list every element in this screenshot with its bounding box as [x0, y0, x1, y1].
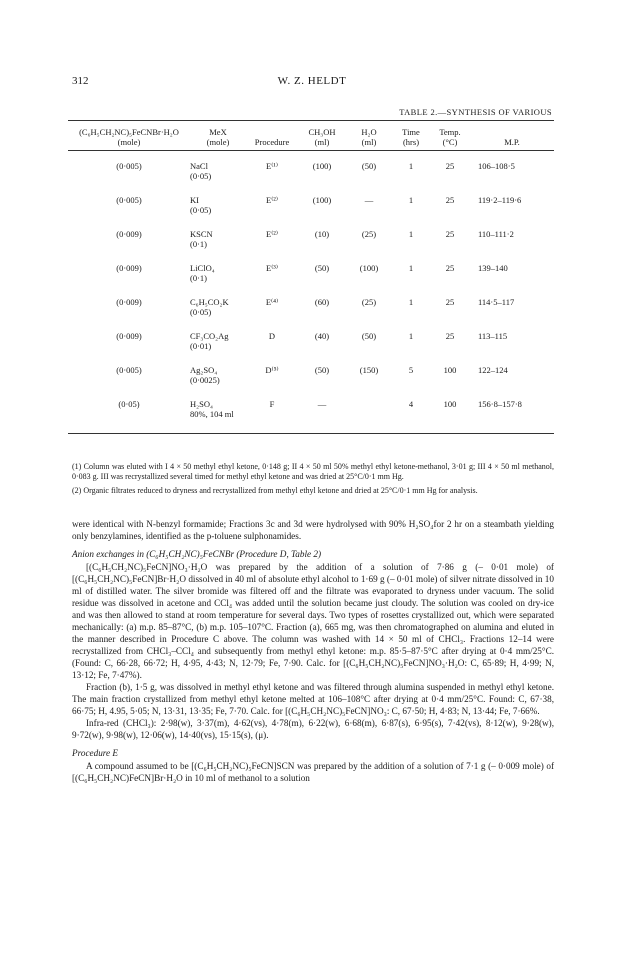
table-cell: (50) [314, 365, 330, 375]
table-cell: H₂SO₄ 80%, 104 ml [190, 399, 234, 419]
table-row [68, 297, 554, 331]
table-cell: 25 [445, 331, 455, 341]
synthesis-table [68, 120, 554, 434]
table-cell: 5 [408, 365, 414, 375]
table-cell: F [269, 399, 275, 409]
table-cell: 122–124 [478, 365, 508, 375]
table-cell: (150) [359, 365, 379, 375]
table-cell: (0·005) [116, 195, 142, 205]
table-cell: 25 [445, 297, 455, 307]
table-row [68, 331, 554, 365]
paragraph: were identical with N-benzyl formamide; Fractions 3c and 3d were hydrolysed with 90% H₂SO₄for 2 hr on a steambath yielding only benzylamines, identified as the p-toluene sulphonamides. [72, 519, 554, 541]
col-header: M.P. [504, 137, 520, 147]
table-cell: (50) [361, 331, 377, 341]
table-cell: 100 [443, 399, 457, 409]
table-cell: LiClO₄ (0·1) [190, 263, 215, 283]
table-cell: Ag₂SO₄ (0·0025) [190, 365, 220, 385]
paragraph: Fraction (b), 1·5 g, was dissolved in methyl ethyl ketone and was filtered through alumina suspended in methyl ethyl ketone. The main fraction crystallized from methyl ethyl ketone melted at 106–108°C after drying at 0·4 mm/25°C. Found: C, 67·38, 66·75; H, 4.95, 5·05; N, 13·31, 13·35; Fe, 7·70. Calc. for [(C₆H₅CH₂NC)₅FeCN]NO₃: C, 67·50; H, 4·83; N, 13·44; Fe, 7·66%. [72, 682, 554, 716]
table-cell: (100) [312, 195, 332, 205]
col-header: CH₃OH (ml) [308, 127, 336, 147]
table-cell: NaCl (0·05) [190, 161, 212, 181]
table-cell: D [268, 331, 276, 341]
table-cell: E⁽¹⁾ [266, 161, 278, 171]
table-cell: — [364, 195, 374, 205]
table-cell: (0·005) [116, 161, 142, 171]
table-cell: 100 [443, 365, 457, 375]
col-header: MeX (mole) [206, 127, 230, 147]
table-cell: 25 [445, 161, 455, 171]
table-cell: 25 [445, 263, 455, 273]
table-cell: (25) [361, 297, 377, 307]
table-bottom-rule [68, 433, 554, 434]
table-cell: C₆H₅CO₂K (0·05) [190, 297, 229, 317]
table-cell: (60) [314, 297, 330, 307]
running-head: W. Z. HELDT [277, 75, 347, 87]
table-cell: 1 [408, 161, 414, 171]
table-cell: KSCN (0·1) [190, 229, 213, 249]
table-cell: 139–140 [478, 263, 508, 273]
table-cell: CF₃CO₂Ag (0·01) [190, 331, 229, 351]
table-cell: (0·009) [116, 263, 142, 273]
table-cell: 113–115 [478, 331, 508, 341]
table-cell: 1 [408, 229, 414, 239]
col-header: Procedure [254, 137, 290, 147]
table-cell: 114·5–117 [478, 297, 515, 307]
table-cell: E⁽²⁾ [266, 195, 278, 205]
table-cell: 25 [445, 195, 455, 205]
table-row [68, 151, 554, 196]
footnote: (2) Organic filtrates reduced to dryness and recrystallized from methyl ethyl ketone and dried at 25°C/0·1 mm Hg for analysis. [72, 486, 478, 495]
table-cell: (10) [314, 229, 330, 239]
page-number: 312 [72, 75, 89, 87]
col-header: (C₆H₅CH₂NC)₅FeCNBr·H₂O (mole) [79, 127, 179, 147]
table-cell: (0·009) [116, 229, 142, 239]
body-text [72, 518, 554, 784]
table-row [68, 195, 554, 229]
table-row [68, 263, 554, 297]
table-cell: E⁽³⁾ [266, 263, 278, 273]
table-cell: 1 [408, 263, 414, 273]
paragraph: A compound assumed to be [(C₆H₅CH₂NC)₅FeCN]SCN was prepared by the addition of a solution of 7·1 g (– 0·009 mole) of [(C₆H₅CH₂NC)FeCN]Br·H₂O in 10 ml of methanol to a solution [72, 761, 554, 783]
table-cell: E⁽²⁾ [266, 229, 278, 239]
section-heading: Procedure E [72, 748, 119, 758]
table-cell: D⁽⁵⁾ [265, 365, 279, 375]
paragraph: Infra-red (CHCl₃): 2·98(w), 3·37(m), 4·62(vs), 4·78(m), 6·22(w), 6·68(m), 6·87(s), 6·95(s), 7·42(vs), 8·12(w), 9·28(w), 9·72(w), 9·98(w), 12·06(w), 14·40(vs), 15·15(s), (μ). [72, 718, 554, 740]
table-cell: (25) [361, 229, 377, 239]
table-cell: (50) [314, 263, 330, 273]
table-cell: 1 [408, 331, 414, 341]
footnote: (1) Column was eluted with I 4 × 50 methyl ethyl ketone, 0·148 g; II 4 × 50 ml 50% methyl ethyl ketone-methanol, 3·01 g; III 4 × 50 ml methanol, 0·083 g. III was recrystallized several timed for methyl ethyl ketone and was dried at 25°C/0·1 mm Hg. [72, 462, 554, 481]
table-cell: (50) [361, 161, 377, 171]
table-cell: 119·2–119·6 [478, 195, 522, 205]
table-cell: 1 [408, 195, 414, 205]
col-header: Time (hrs) [402, 127, 420, 147]
table-header-row [68, 121, 554, 151]
table-row [68, 365, 554, 399]
table-cell: 1 [408, 297, 414, 307]
table-cell: 4 [408, 399, 414, 409]
table-cell: (0·009) [116, 297, 142, 307]
table-cell: 110–111·2 [478, 229, 514, 239]
table-cell: (100) [312, 161, 332, 171]
table-cell: (100) [359, 263, 379, 273]
paragraph: [(C₆H₅CH₂NC)₅FeCN]NO₃·H₂O was prepared by the addition of a solution of 7·86 g (– 0·01 mole) of [(C₆H₅CH₂NC)₅FeCN]Br·H₂O dissolved in 40 ml of absolute ethyl alcohol to 1·69 g (– 0·01 mole) of silver nitrate dissolved in 10 ml of distilled water. The silver bromide was filtered off and the filtrate was evaporated to dryness under vacuum. The solid residue was dissolved in acetone and CCl₄ was added until the solution became just cloudy. The solution was cooled on dry-ice and was then allowed to stand at room temperature for several days. Two types of rosettes crystallized out, which were separated mechanically: (a) m.p. 85–87°C, (b) m.p. 105–107°C. Fraction (a), 665 mg, was then chromatographed on alumina and eluted in the manner described in Procedure C above. The column was washed with 14 × 50 ml of CHCl₃. Fractions 12–14 were recrystallized from CHCl₃–CCl₄ and subsequently from methyl ethyl ketone: m.p. 85·5–87·5°C after drying at 0·4 mm/25°C. (Found: C, 66·28, 66·72; H, 4·95, 4·43; N, 12·79; Fe, 7·90. Calc. for [(C₆H₅CH₂NC)₅FeCN]NO₃·H₂O: C, 65·89; H, 4·99; N, 13·12; Fe, 7·47%). [72, 562, 554, 680]
table-cell: KI (0·05) [190, 195, 212, 215]
table-footnotes [72, 462, 554, 500]
table-cell: (40) [314, 331, 330, 341]
col-header: Temp. (°C) [439, 127, 461, 147]
table-cell: 25 [445, 229, 455, 239]
table-row [68, 229, 554, 263]
table-row [68, 399, 554, 433]
table-cell: (0·005) [116, 365, 142, 375]
table-cell: 156·8–157·8 [478, 399, 522, 409]
table-caption: TABLE 2.—SYNTHESIS OF VARIOUS [399, 107, 552, 117]
col-header: H₂O (ml) [361, 127, 377, 147]
table-cell [346, 399, 392, 433]
table-cell: (0·009) [116, 331, 142, 341]
section-heading: Anion exchanges in (C₆H₅CH₂NC)₅FeCNBr (Procedure D, Table 2) [72, 549, 322, 559]
table-cell: 106–108·5 [478, 161, 515, 171]
table-cell: E⁽⁴⁾ [265, 297, 279, 307]
table-cell: — [317, 399, 327, 409]
table-cell: (0·05) [118, 399, 140, 409]
